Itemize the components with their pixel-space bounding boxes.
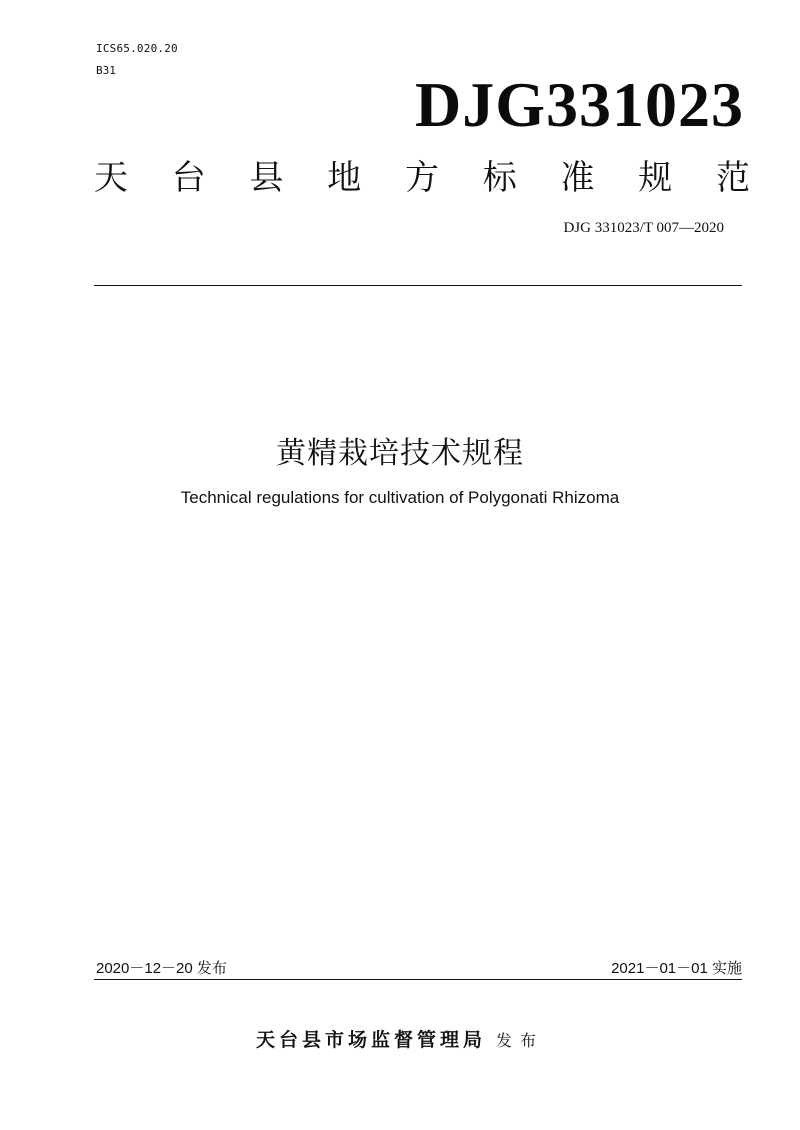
standard-type-heading [94,156,750,200]
standard-type-char: 地 [327,158,362,198]
document-title-en: Technical regulations for cultivation of Polygonati Rhizoma [180,488,620,507]
standard-type-char: 规 [638,158,673,198]
issuer-name: 天台县市场监督管理局 [255,1029,486,1051]
standard-type-char: 台 [171,158,206,198]
classification-code: B31 [96,64,116,77]
standard-type-char: 范 [716,158,750,198]
standard-type-char: 县 [249,158,284,198]
ics-code: ICS65.020.20 [96,42,178,55]
document-title-cn: 黄精栽培技术规程 [276,436,524,471]
standard-code-heading: DJG331023 [415,69,744,140]
issuing-authority [0,1026,800,1055]
issue-action: 发布 [496,1031,545,1050]
publish-date: 2020－12－20 发布 [96,960,227,977]
standard-type-char: 标 [482,158,517,198]
standard-type-char: 准 [560,158,595,198]
implement-date: 2021－01－01 实施 [611,960,742,977]
header-divider [94,285,742,286]
standard-type-char: 方 [405,158,439,198]
standard-number: DJG 331023/T 007—2020 [563,220,724,236]
footer-divider [94,979,742,980]
standard-type-char: 天 [94,158,128,198]
